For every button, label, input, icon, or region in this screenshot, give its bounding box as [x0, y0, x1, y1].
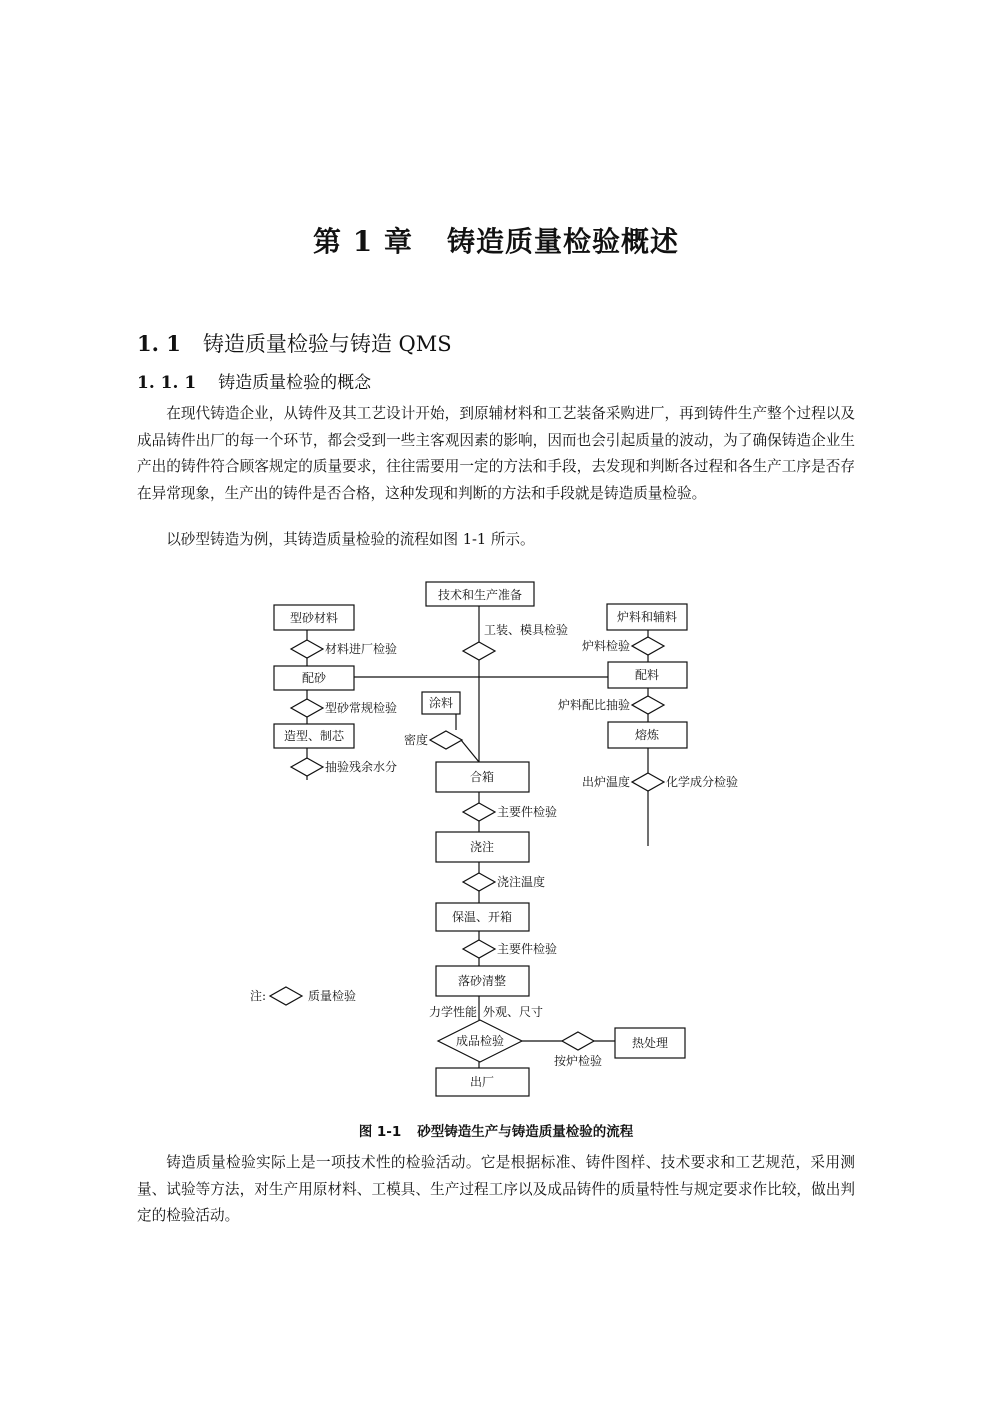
check-sand-routine-label: 型砂常规检验 [325, 701, 398, 715]
box-cooling-label: 保温、开箱 [451, 910, 513, 924]
box-batching-label: 配料 [634, 668, 660, 682]
box-molding-label: 造型、制芯 [283, 729, 345, 743]
check-charge-label: 炉料检验 [581, 639, 630, 653]
chapter-name: 铸造质量检验概述 [446, 225, 679, 258]
paragraph-2: 以砂型铸造为例，其铸造质量检验的流程如图 1-1 所示。 [166, 531, 535, 548]
check-diamond-charge [632, 637, 664, 655]
box-melting-label: 熔炼 [634, 728, 660, 742]
check-diamond-sand-routine [291, 699, 323, 717]
paragraph-3: 铸造质量检验实际上是一项技术性的检验活动。它是根据标准、铸件图样、技术要求和工艺规范，采用测量、试验等方法，对生产用原材料、工模具、生产过程工序以及成品铸件的质量特性与规定要求作比较，做出判定的检验活动。 [137, 1154, 855, 1224]
check-tap-temp-label: 出炉温度 [581, 775, 630, 789]
section-number: 1. 1 [137, 331, 181, 356]
check-density-label: 密度 [403, 733, 428, 747]
figure-label: 图 1-1 [358, 1124, 402, 1140]
subsection-number: 1. 1. 1 [137, 373, 197, 393]
check-diamond-pour-temp [463, 873, 495, 891]
check-diamond-tooling [463, 642, 495, 660]
legend-prefix: 注: [250, 989, 267, 1003]
box-heat-treatment-label: 热处理 [631, 1036, 669, 1050]
box-shakeout-label: 落砂清整 [457, 974, 507, 988]
box-prep-label: 技术和生产准备 [437, 588, 523, 602]
check-key-parts-1-label: 主要件检验 [497, 805, 558, 819]
chapter-label: 第 1 章 [313, 225, 413, 258]
box-sand-material-label: 型砂材料 [289, 611, 339, 625]
box-assembly-label: 合箱 [469, 770, 495, 784]
paragraph-1: 在现代铸造企业，从铸件及其工艺设计开始，到原辅材料和工艺装备采购进厂，再到铸件生产整个过程以及成品铸件出厂的每一个环节，都会受到一些主客观因素的影响，因而也会引起质量的波动，为了确保铸造企业生产出的铸件符合顾客规定的质量要求，往往需要用一定的方法和手段，去发现和判断各过程和各生产工序是否存在异常现象，生产出的铸件是否合格，这种发现和判断的方法和手段就是铸造质量检验。 [137, 405, 855, 502]
box-coating-label: 涂料 [428, 696, 454, 710]
check-diamond-residual-moisture [291, 758, 323, 776]
check-diamond-per-furnace [562, 1032, 594, 1050]
check-diamond-charge-ratio [632, 696, 664, 714]
check-key-parts-2-label: 主要件检验 [497, 942, 558, 956]
subsection-title: 铸造质量检验的概念 [218, 373, 372, 393]
check-chem-analysis-label: 化学成分检验 [666, 775, 739, 789]
check-pour-temp-label: 浇注温度 [497, 875, 546, 889]
check-charge-ratio-label: 炉料配比抽验 [557, 698, 630, 712]
check-diamond-key-parts-1 [463, 803, 495, 821]
box-pouring-label: 浇注 [469, 840, 495, 854]
check-diamond-key-parts-2 [463, 940, 495, 958]
check-mechanical-label: 力学性能 [428, 1005, 477, 1019]
figure-caption [0, 1120, 992, 1140]
legend-text: 质量检验 [308, 989, 357, 1003]
check-diamond-density [430, 731, 462, 749]
final-inspection-label: 成品检验 [455, 1034, 505, 1048]
check-appearance-label: 外观、尺寸 [483, 1005, 544, 1019]
check-per-furnace-label: 按炉检验 [553, 1054, 603, 1068]
box-shipping-label: 出厂 [469, 1075, 495, 1089]
check-tooling-label: 工装、模具检验 [484, 623, 569, 637]
figure-caption-text: 砂型铸造生产与铸造质量检验的流程 [417, 1124, 634, 1140]
box-mix-sand-label: 配砂 [301, 671, 327, 685]
legend-diamond [270, 987, 302, 1005]
check-diamond-incoming [291, 640, 323, 658]
check-incoming-label: 材料进厂检验 [325, 642, 398, 656]
check-residual-moisture-label: 抽验残余水分 [325, 760, 398, 774]
box-furnace-material-label: 炉料和辅料 [616, 610, 678, 624]
section-title: 铸造质量检验与铸造 QMS [202, 332, 452, 356]
check-diamond-tap-temp [632, 773, 664, 791]
